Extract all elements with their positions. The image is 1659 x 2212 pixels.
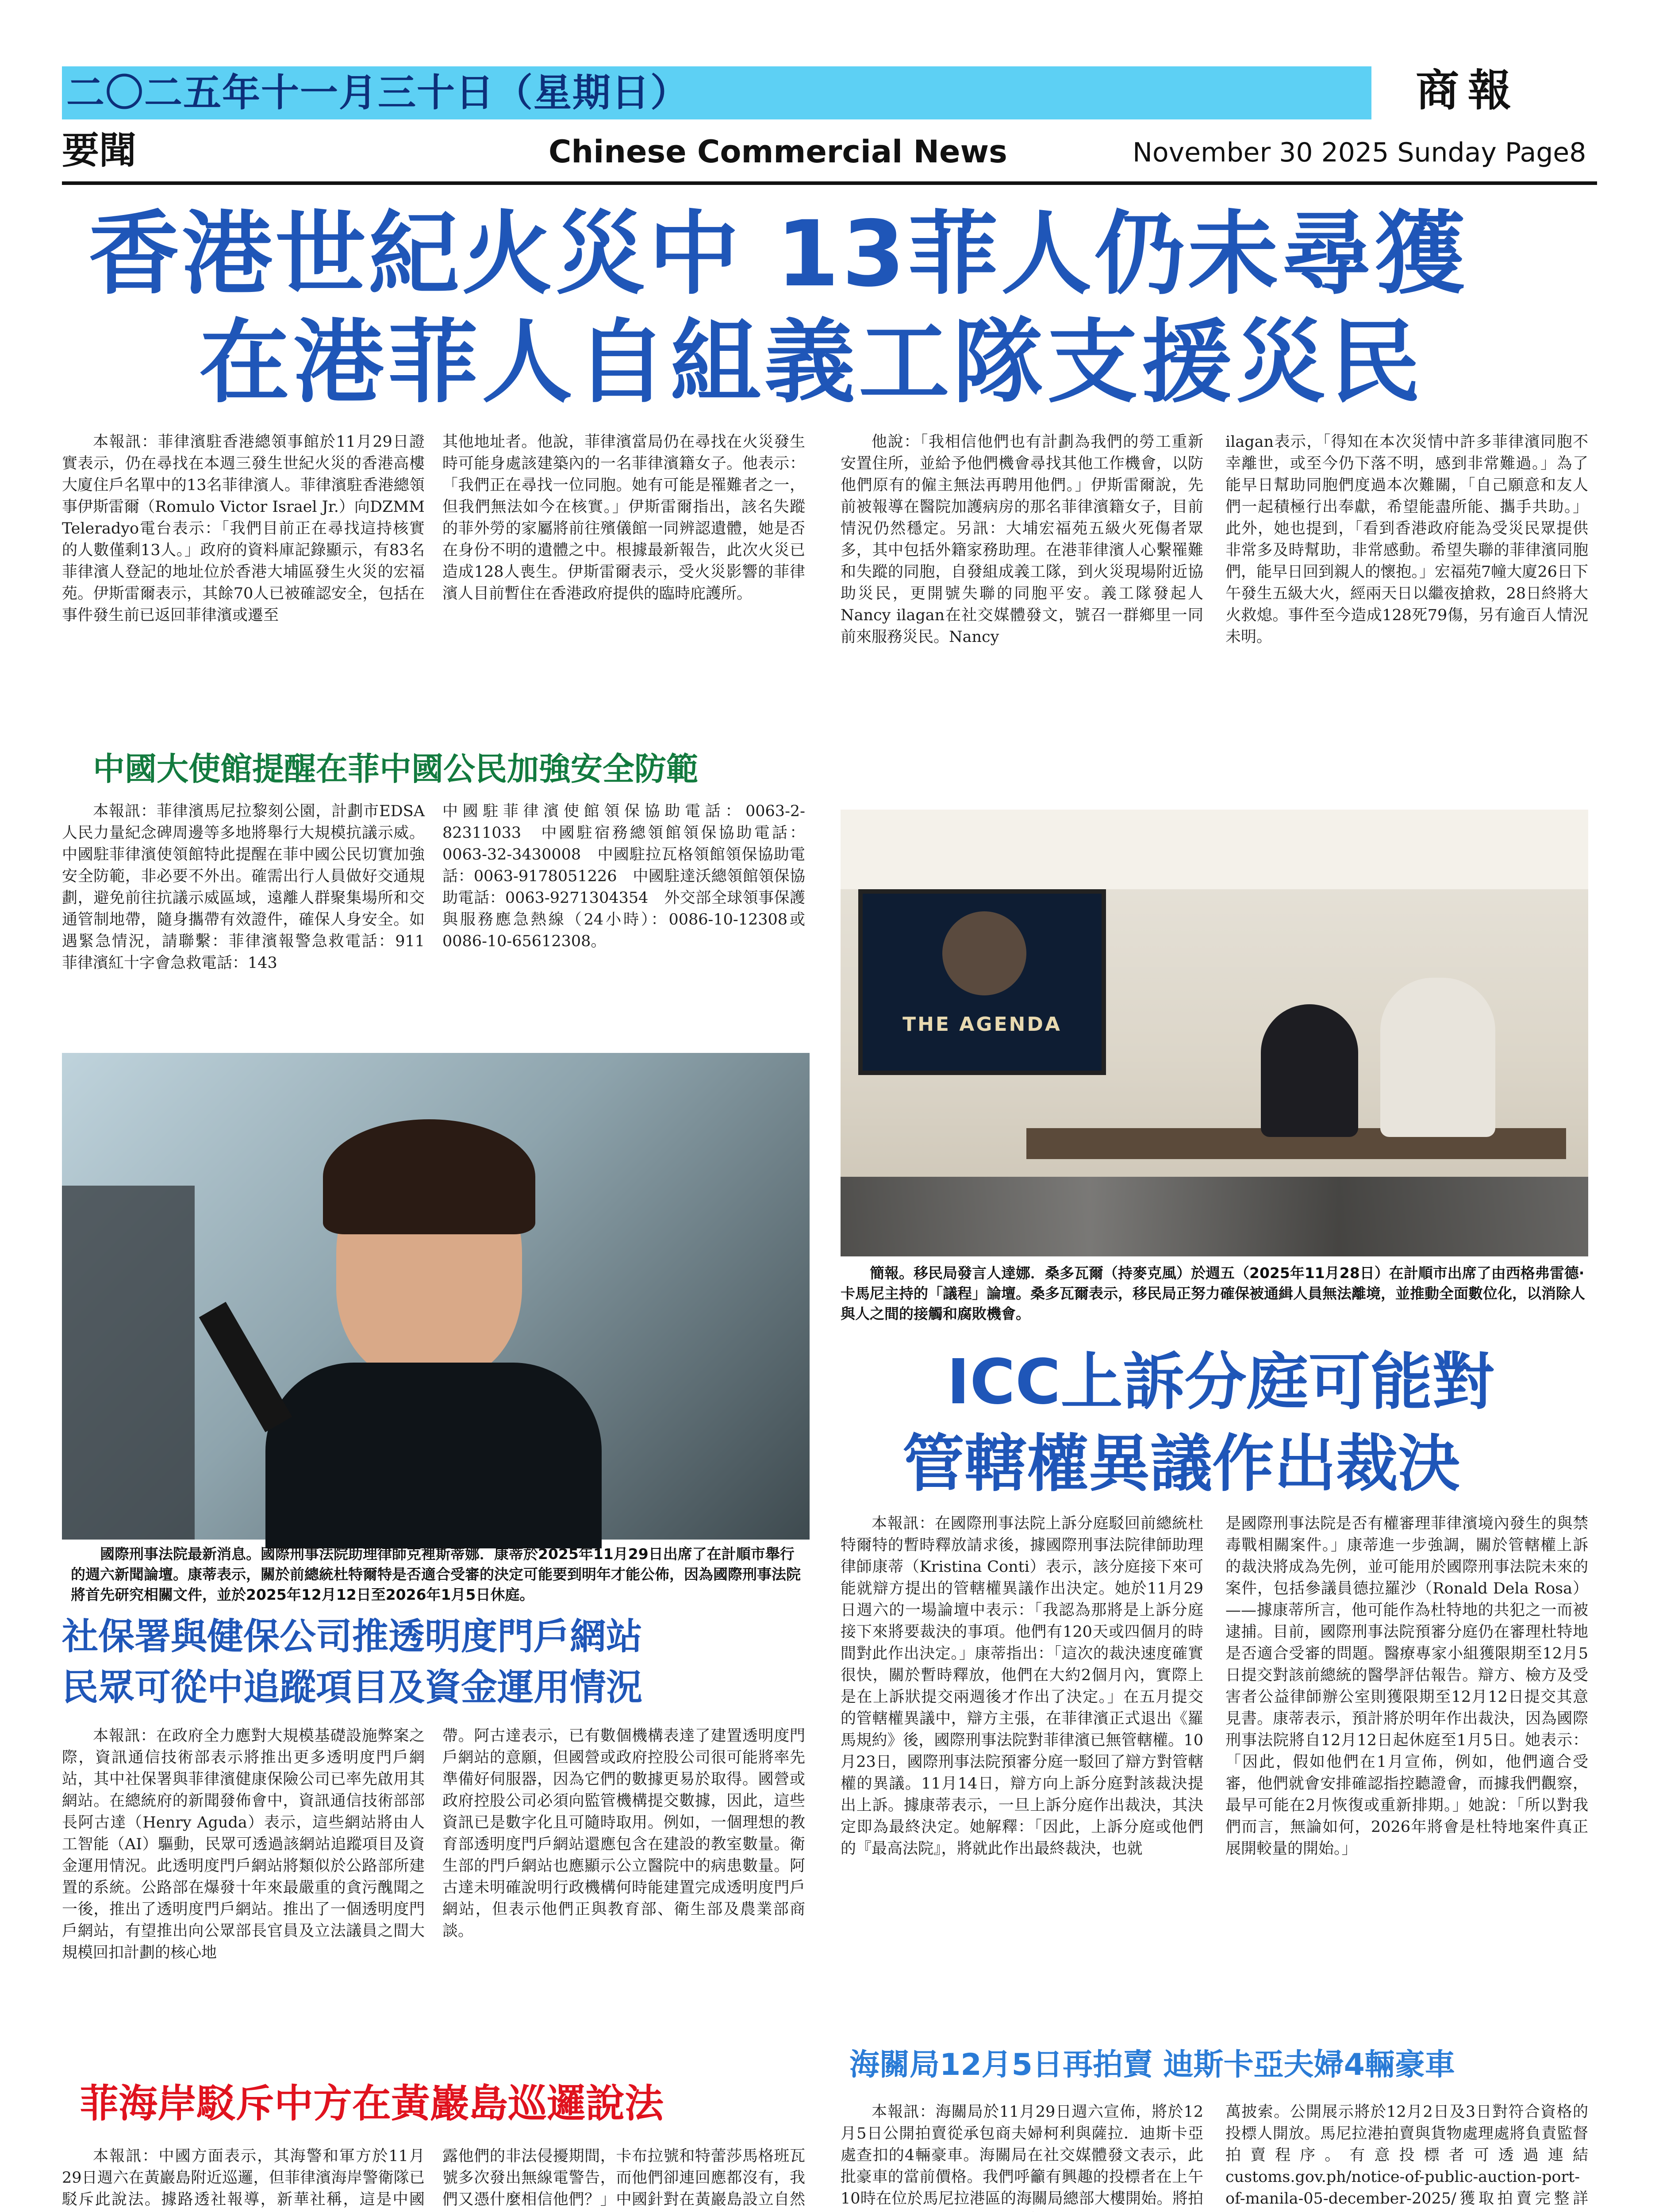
host-figure	[1380, 978, 1495, 1137]
customs-headline: 海關局12月5日再拍賣 迪斯卡亞夫婦4輛豪車	[849, 2047, 1455, 2082]
social-col-1: 本報訊：在政府全力應對大規模基礎設施弊案之際，資訊通信技術部表示將推出更多透明度門戶網站，其中社保署與菲律濱健康保險公司已率先啟用其網站。在總統府的新聞發佈會中，資訊通信技術部部長阿古達（Henry Aguda）表示，這些網站將由人工智能（AI）驅動，民眾可透過該網站追蹤項目及資金運用情況。此透明度門戶網站將類似於公路部所建置的系統。公路部在爆發十年來最嚴重的貪污醜聞之一後，推出了透明度門戶網站。推出了一個透明度門戶網站，有望推出向公眾部長官員及立法議員之間大規模回扣計劃的核心地	[62, 1727, 425, 1962]
audience-row	[841, 1177, 1588, 1256]
icc-col-2: 是國際刑事法院是否有權審理菲律濱境內發生的與禁毒戰相關案件。」康蒂進一步強調，關於管轄權上訴的裁決將成為先例，並可能用於國際刑事法院未來的案件，包括參議員德拉羅沙（Ronald Dela Rosa）——據康蒂所言，他可能作為杜特地的共犯之一而被逮捕。目前，國際刑事法院預審分庭仍在審理杜特地是否適合受審的問題。醫療專家小組獲限期至12月5日提交對該前總統的醫學評估報告。辯方、檢方及受害者公益律師辦公室則獲限期至12月12日提交其意見書。康蒂表示，預計將於明年作出裁決，因為國際刑事法院將自12月12日起休庭至1月5日。她表示：「因此，假如他們在1月宣佈，例如，他們適合受審，他們就會安排確認指控聽證會，而據我們觀察，最早可能在2月恢復或重新排期。」她說：「所以對我們而言，無論如何，2026年將會是杜特地案件真正展開較量的開始。」	[1225, 1515, 1588, 1858]
icc-col-1: 本報訊：在國際刑事法院上訴分庭駁回前總統杜特爾特的暫時釋放請求後，據國際刑事法院律師助理律師康蒂（Kristina Conti）表示，該分庭接下來可能就辯方提出的管轄權異議作出決定。她於11月29日週六的一場論壇中表示：「我認為那將是上訴分庭接下來將要裁決的事項。他們有120天或四個月的時間對此作出決定。」康蒂指出：「這次的裁決速度確實很快，關於暫時釋放，他們在大約2個月內，實際上是在上訴狀提交兩週後才作出了決定。」在五月提交的管轄權異議中，辯方主張，在菲律濱正式退出《羅馬規約》後，國際刑事法院對菲律濱已無管轄權。10月23日，國際刑事法院預審分庭一駁回了辯方對管轄權的異議。11月14日，辯方向上訴分庭對該裁決提出上訴。據康蒂表示，一旦上訴分庭作出裁決，其決定即為最終決定。她解釋：「因此，上訴分庭或他們的『最高法院』，將就此作出最終裁決，也就	[841, 1515, 1203, 1858]
conti-photo-caption: 國際刑事法院最新消息。國際刑事法院助理律師克裡斯蒂娜．康蒂於2025年11月29日出席了在計順市舉行的週六新聞論壇。康蒂表示，關於前總統杜特爾特是否適合受審的決定可能要到明年才能公佈，因為國際刑事法院將首先研究相關文件，並於2025年12月12日至2026年1月5日休庭。	[71, 1545, 801, 1603]
lead-headline-1: 香港世紀火災中 13菲人仍未尋獲	[88, 202, 1468, 307]
scs-col-1: 本報訊：中國方面表示，其海警和軍方於11月29日週六在黃巖島附近巡邏，但菲律濱海岸警衛隊已駁斥此說法。據路透社報導，新華社稱，這是中國	[62, 2147, 425, 2208]
brand-logo: 商報	[1416, 65, 1521, 116]
forum-wall-window	[841, 810, 1588, 889]
screen-speaker-silhouette	[942, 911, 1026, 995]
paper-name: Chinese Commercial News	[549, 134, 1007, 170]
lead-col-3: 他說：「我相信他們也有計劃為我們的勞工重新安置住所，並給予他們機會尋找其他工作機會，以防他們原有的僱主無法再聘用他們。」伊斯雷爾說，先前被報導在醫院加護病房的那名菲律濱籍女子，目前情況仍然穩定。另訊：大埔宏福苑五級火死傷者眾多，其中包括外籍家務助理。在港菲律濱人心繫罹難和失蹤的同胞，自發組成義工隊，到火災現場附近協助災民，更開號失聯的同胞平安。義工隊發起人Nancy ilagan在社交媒體發文，號召一群鄉里一同前來服務災民。Nancy	[841, 433, 1203, 646]
conti-hair	[323, 1119, 535, 1234]
icc-headline-2: 管轄權異議作出裁決	[902, 1428, 1460, 1500]
left-figure-blur	[62, 1186, 195, 1540]
social-headline-2: 民眾可從中追蹤項目及資金運用情況	[62, 1667, 643, 1709]
date-en: November 30 2025 Sunday Page8	[1133, 137, 1586, 168]
speaker-figure	[1261, 1004, 1358, 1137]
forum-screen	[858, 889, 1106, 1075]
microphone	[199, 1302, 292, 1432]
forum-photo-caption: 簡報。移民局發言人達娜．桑多瓦爾（持麥克風）於週五（2025年11月28日）在計順市出席了由西格弗雷德·卡馬尼主持的「議程」論壇。桑多瓦爾表示，移民局正努力確保被通緝人員無法離境，並推動全面數位化，以消除人與人之間的接觸和腐敗機會。	[841, 1264, 1585, 1322]
lead-col-4: ilagan表示，「得知在本次災情中許多菲律濱同胞不幸離世，或至今仍下落不明，感到非常難過。」為了能早日幫助同胞們度過本次難關，「自己願意和友人們一起積極行出奉獻，希望能盡所能、攜手共助。」此外，她也提到，「看到香港政府能為受災民眾提供非常多及時幫助，非常感動。希望失聯的菲律濱同胞們，能早日回到親人的懷抱。」宏福苑7幢大廈26日下午發生五級大火，經兩天日以繼夜搶救，28日終將大火救熄。事件至今造成128死79傷，另有逾百人情況未明。	[1225, 433, 1588, 646]
scs-col-2: 露他們的非法侵擾期間，卡布拉號和特蕾莎馬格班瓦號多次發出無線電警告，而他們卻連回應都沒有，我們又憑什麼相信他們？」中國針對在黃巖島設立自然	[442, 2147, 805, 2208]
customs-col-2: 萬披索。公開展示將於12月2日及3日對符合資格的投標人開放。馬尼拉港拍賣與貨物處理處將負責監督拍賣程序。有意投標者可透過連結customs.gov.ph/notice-of-public-auction-port-of-manila-05-december-2025/獲取拍賣完整詳	[1225, 2103, 1588, 2208]
lead-col-1: 本報訊：菲律濱駐香港總領事館於11月29日證實表示，仍在尋找在本週三發生世紀火災的香港高樓大廈住戶名單中的13名菲律濱人。菲律濱駐香港總領事伊斯雷爾（Romulo Victor Israel Jr.）向DZMM Teleradyo電台表示：「我們目前正在尋找這持核實的人數僅剩13人。」政府的資料庫記錄顯示，有83名菲律濱人登記的地址位於香港大埔區發生火災的宏福苑。伊斯雷爾表示，其餘70人已被確認安全，包括在事件發生前已返回菲律濱或遷至	[62, 433, 425, 624]
customs-col-1: 本報訊：海關局於11月29日週六宣佈，將於12月5日公開拍賣從承包商夫婦柯利與薩拉．迪斯卡亞處查扣的4輛豪車。海關局在社交媒體發文表示，此批豪車的當前價格。我們呼籲有興趣的投標者在上午10時在位於馬尼拉港區的海關局總部大樓開始。將拍	[841, 2103, 1203, 2208]
lead-headline-2: 在港菲人自組義工隊支援災民	[199, 310, 1424, 415]
social-headline-1: 社保署與健保公司推透明度門戶網站	[62, 1616, 643, 1658]
social-col-2: 帶。阿古達表示，已有數個機構表達了建置透明度門戶網站的意願，但國營或政府控股公司很可能將率先準備好伺服器，因為它們的數據更易於取得。國營或政府控股公司必須向監管機構提交數據，因此，這些資訊已是數字化且可隨時取用。例如，一個理想的教育部透明度門戶網站還應包含在建設的教室數量。衛生部的門戶網站也應顯示公立醫院中的病患數量。阿古達未明確說明行政機構何時能建置完成透明度門戶網站，但表示他們正與教育部、衛生部及農業部商談。	[442, 1727, 805, 1940]
conti-body	[265, 1363, 602, 1548]
embassy-col-1: 本報訊：菲律濱馬尼拉黎刻公園，計劃市EDSA人民力量紀念碑周邊等多地將舉行大規模抗議示威。中國駐菲律濱使領館特此提醒在菲中國公民切實加強安全防範，非必要不外出。確需出行人員做好交通規劃，避免前往抗議示威區域，遠離人群聚集場所和交通管制地帶，隨身攜帶有效證件，確保人身安全。如遇緊急情況，請聯繫：菲律濱報警急救電話：911 菲律濱紅十字會急救電話：143	[62, 803, 441, 972]
embassy-headline: 中國大使館提醒在菲中國公民加強安全防範	[93, 750, 699, 787]
embassy-col-2: 中國駐菲律濱使館領保協助電話：0063-2-82311033 中國駐宿務總領館領保協助電話：0063-32-3430008 中國駐拉瓦格領館領保協助電話：0063-9178051226 中國駐達沃總領館領保協助電話：0063-9271304354 外交部全球領事保護與服務應急熱線（24小時）：0086-10-12308或0086-10-65612308。	[442, 803, 805, 950]
conti-photo	[62, 1053, 810, 1540]
section-label: 要聞	[62, 128, 137, 172]
scs-headline: 菲海岸駁斥中方在黃巖島巡邏說法	[80, 2081, 664, 2126]
header-rule	[62, 181, 1597, 185]
icc-headline-1: ICC上訴分庭可能對	[947, 1346, 1494, 1418]
forum-photo	[841, 810, 1588, 1256]
date-cn: 二〇二五年十一月三十日（星期日）	[66, 70, 689, 115]
lead-col-2: 其他地址者。他說，菲律濱當局仍在尋找在火災發生時可能身處該建築內的一名菲律濱籍女子。他表示：「我們正在尋找一位同胞。她有可能是罹難者之一，但我們無法如今在核實。」伊斯雷爾指出，該名失蹤的菲外勞的家屬將前往殯儀館一同辨認遺體，她是否在身份不明的遺體之中。根據最新報告，此次火災已造成128人喪生。伊斯雷爾表示，受火災影響的菲律濱人目前暫住在香港政府提供的臨時庇護所。	[442, 433, 805, 603]
screen-title: THE AGENDA	[902, 1013, 1062, 1036]
